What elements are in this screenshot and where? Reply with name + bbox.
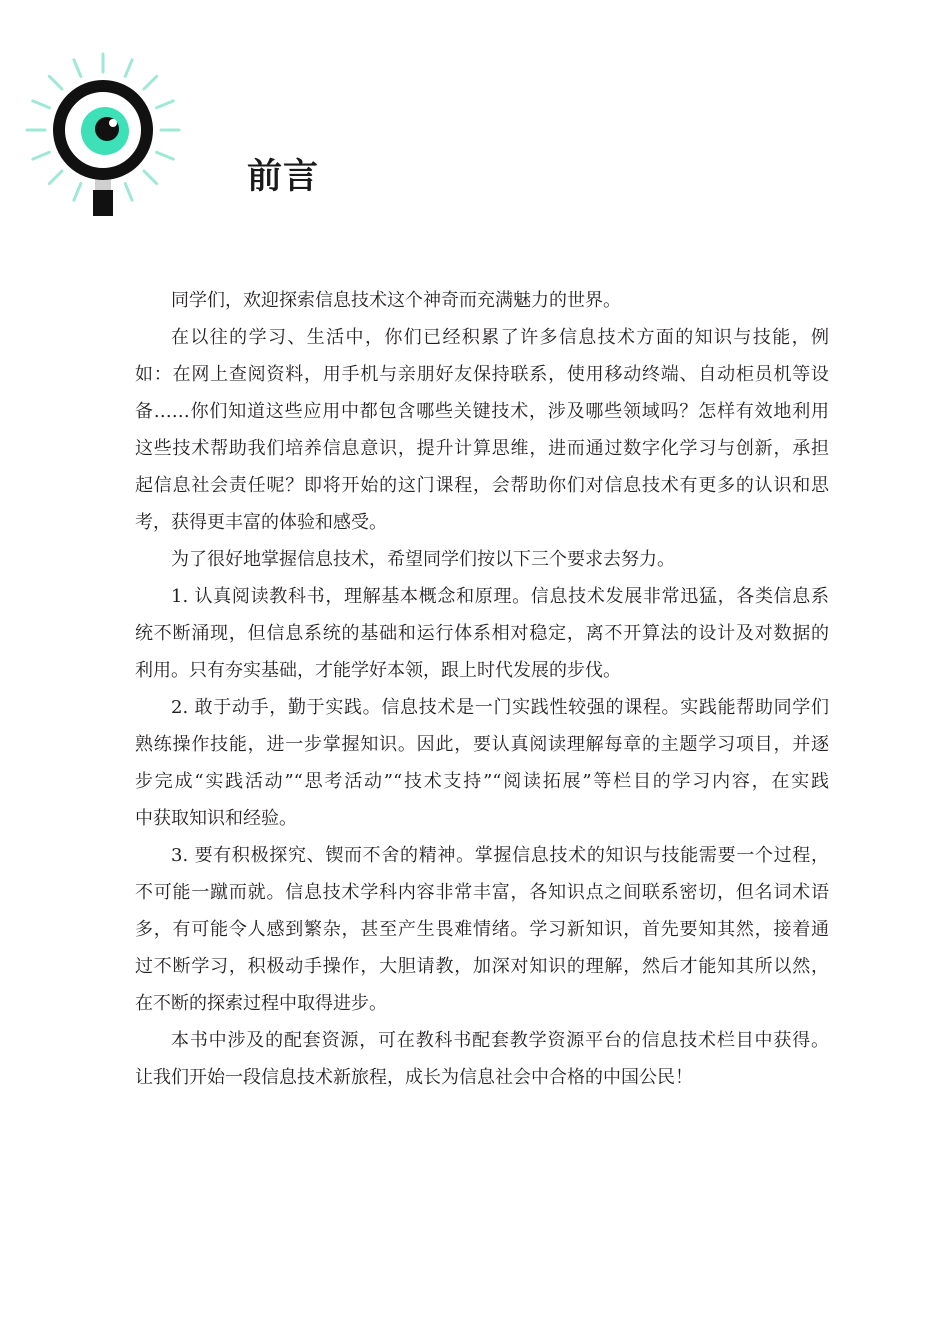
paragraph-intro (135, 319, 829, 541)
text-line: 2. 敢于动手，勤于实践。信息技术是一门实践性较强的课程。实践能帮助同学们 (171, 697, 829, 718)
text-line: 这些技术帮助我们培养信息意识，提升计算思维，进而通过数字化学习与创新，承担 (135, 438, 829, 459)
preface-body (135, 282, 829, 1096)
icon-handle (93, 190, 113, 216)
text-line: 同学们，欢迎探索信息技术这个神奇而充满魅力的世界。 (171, 290, 621, 311)
text-line: 1. 认真阅读教科书，理解基本概念和原理。信息技术发展非常迅猛，各类信息系 (171, 586, 829, 607)
icon-ray (157, 101, 174, 108)
text-line: 在不断的探索过程中取得进步。 (135, 993, 387, 1014)
text-line: 让我们开始一段信息技术新旅程，成长为信息社会中合格的中国公民！ (135, 1067, 693, 1088)
paragraph-requirement-1 (135, 578, 829, 689)
icon-ray (125, 60, 132, 77)
paragraph-requirements-lead (135, 541, 829, 578)
paragraph-greeting (135, 282, 829, 319)
icon-ray (125, 184, 132, 201)
icon-ray (49, 76, 62, 89)
text-line: 步完成“实践活动”“思考活动”“技术支持”“阅读拓展”等栏目的学习内容，在实践 (135, 771, 829, 792)
text-line: 3. 要有积极探究、锲而不舍的精神。掌握信息技术的知识与技能需要一个过程， (171, 845, 829, 866)
text-line: 不可能一蹴而就。信息技术学科内容非常丰富，各知识点之间联系密切，但名词术语 (135, 882, 829, 903)
paragraph-requirement-3 (135, 837, 829, 1022)
magnifier-eye-icon (0, 0, 210, 230)
text-line: 如：在网上查阅资料，用手机与亲朋好友保持联系，使用移动终端、自动柜员机等设 (135, 364, 829, 385)
paragraph-closing (135, 1022, 829, 1096)
icon-highlight (109, 119, 117, 127)
text-line: 利用。只有夯实基础，才能学好本领，跟上时代发展的步伐。 (135, 660, 621, 681)
icon-ray (33, 152, 50, 159)
text-line: 备……你们知道这些应用中都包含哪些关键技术，涉及哪些领域吗？怎样有效地利用 (135, 401, 829, 422)
paragraph-requirement-2 (135, 689, 829, 837)
text-line: 统不断涌现，但信息系统的基础和运行体系相对稳定，离不开算法的设计及对数据的 (135, 623, 829, 644)
text-line: 考，获得更丰富的体验和感受。 (135, 512, 387, 533)
text-line: 起信息社会责任呢？即将开始的这门课程，会帮助你们对信息技术有更多的认识和思 (135, 475, 829, 496)
icon-ray (144, 171, 157, 184)
text-line: 在以往的学习、生活中，你们已经积累了许多信息技术方面的知识与技能，例 (171, 327, 829, 348)
icon-ray (49, 171, 62, 184)
icon-ray (157, 152, 174, 159)
text-line: 过不断学习，积极动手操作，大胆请教，加深对知识的理解，然后才能知其所以然， (135, 956, 829, 977)
icon-ray (33, 101, 50, 108)
text-line: 本书中涉及的配套资源，可在教科书配套教学资源平台的信息技术栏目中获得。 (171, 1030, 829, 1051)
icon-ray (74, 184, 81, 201)
text-line: 多，有可能令人感到繁杂，甚至产生畏难情绪。学习新知识，首先要知其然，接着通 (135, 919, 829, 940)
magnifier-eye-icon-wrapper (0, 0, 210, 230)
text-line: 为了很好地掌握信息技术，希望同学们按以下三个要求去努力。 (171, 549, 675, 570)
page-title: 前言 (247, 156, 320, 197)
text-line: 中获取知识和经验。 (135, 808, 297, 829)
icon-ray (144, 76, 157, 89)
icon-ray (74, 60, 81, 77)
text-line: 熟练操作技能，进一步掌握知识。因此，要认真阅读理解每章的主题学习项目，并逐 (135, 734, 829, 755)
